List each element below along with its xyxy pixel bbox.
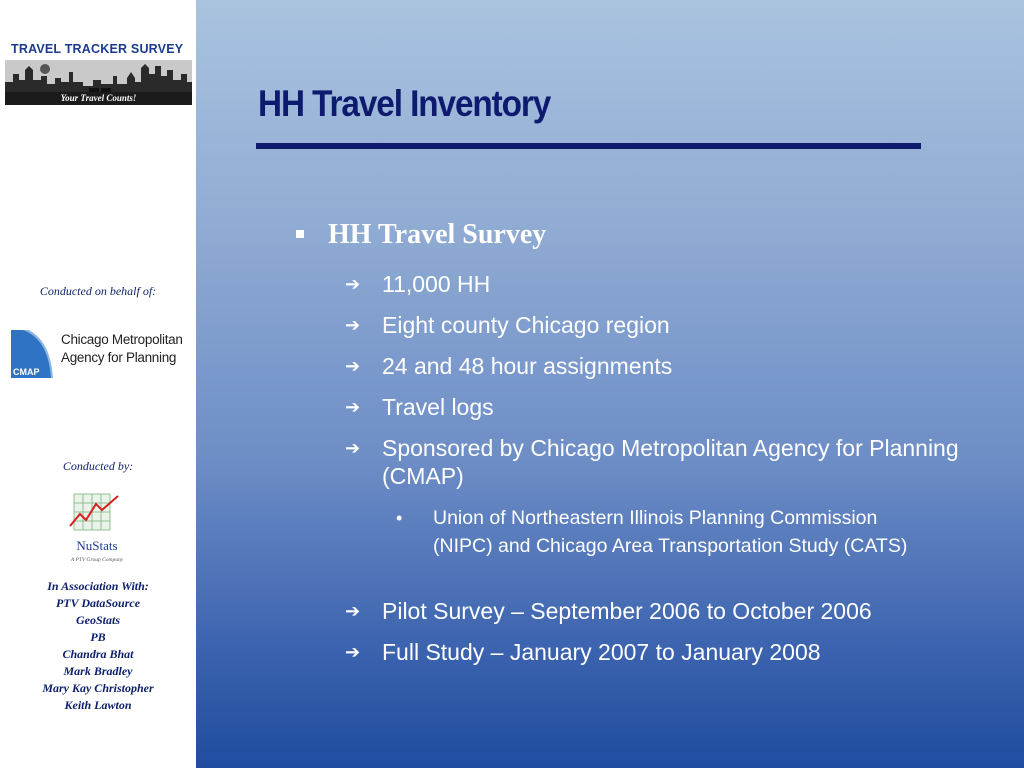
association-item: Keith Lawton (64, 698, 132, 712)
association-item: Mark Bradley (63, 664, 133, 678)
sub-bullet-text: Eight county Chicago region (382, 312, 670, 338)
association-heading: In Association With: (47, 579, 149, 593)
sidebar (0, 0, 196, 768)
cmap-logo (11, 330, 189, 380)
sub-bullet-text: Pilot Survey – September 2006 to October 2006 (382, 598, 872, 624)
association-item: Chandra Bhat (62, 647, 134, 661)
sub-bullet (345, 311, 995, 339)
tts-logo-title: TRAVEL TRACKER SURVEY (11, 42, 184, 56)
cmap-name-line1: Chicago Metropolitan (61, 332, 183, 347)
title-underline (256, 143, 921, 149)
cmap-logo-name (61, 331, 191, 367)
association-item: Mary Kay Christopher (42, 681, 154, 695)
sub-bullet (345, 352, 995, 380)
arrow-bullet-icon: ➔ (345, 642, 361, 662)
sub-bullet-text: Sponsored by Chicago Metropolitan Agency for Planning (CMAP) (382, 435, 959, 489)
association-list (0, 578, 196, 714)
nustats-chart-icon (62, 490, 132, 538)
square-bullet-icon (296, 230, 304, 238)
arrow-bullet-icon: ➔ (345, 315, 361, 335)
sub-bullet (345, 638, 995, 666)
conducted-on-behalf-label: Conducted on behalf of: (39, 284, 157, 298)
dot-bullet-icon: • (396, 508, 403, 528)
cmap-mark-text: CMAP (13, 367, 40, 377)
bullet-text: HH Travel Survey (328, 219, 547, 250)
sub-sub-bullet-text: Union of Northeastern Illinois Planning Commission (NIPC) and Chicago Area Transportation Study (CATS) (433, 507, 908, 557)
city-skyline-icon (5, 60, 192, 94)
sub-bullet (345, 270, 995, 298)
sub-bullet (345, 597, 995, 625)
sub-sub-bullet (396, 504, 916, 560)
arrow-bullet-icon: ➔ (345, 601, 361, 621)
nustats-logo (62, 490, 132, 570)
bullet-hh-travel-survey (296, 219, 546, 251)
nustats-logo-tagline: A PTV Group Company (70, 557, 124, 563)
tts-logo-tagline: Your Travel Counts! (5, 92, 192, 105)
arrow-bullet-icon: ➔ (345, 356, 361, 376)
sub-bullet-text: 11,000 HH (382, 271, 491, 297)
association-item: PTV DataSource (55, 596, 141, 610)
cmap-name-line2: Agency for Planning (61, 350, 177, 365)
slide-title: HH Travel Inventory (258, 83, 551, 124)
sub-bullet-text: 24 and 48 hour assignments (382, 353, 673, 379)
nustats-logo-name: NuStats (76, 538, 118, 553)
cmap-mark-icon (11, 330, 57, 378)
arrow-bullet-icon: ➔ (345, 274, 361, 294)
sub-bullet (345, 434, 995, 490)
conducted-by-label: Conducted by: (62, 459, 134, 473)
sub-bullet (345, 393, 995, 421)
association-item: PB (90, 630, 106, 644)
arrow-bullet-icon: ➔ (345, 397, 361, 417)
sub-bullet-text: Travel logs (382, 394, 494, 420)
association-item: GeoStats (75, 613, 120, 627)
travel-tracker-logo (5, 42, 192, 105)
arrow-bullet-icon: ➔ (345, 438, 361, 458)
sub-bullet-text: Full Study – January 2007 to January 2008 (382, 639, 821, 665)
